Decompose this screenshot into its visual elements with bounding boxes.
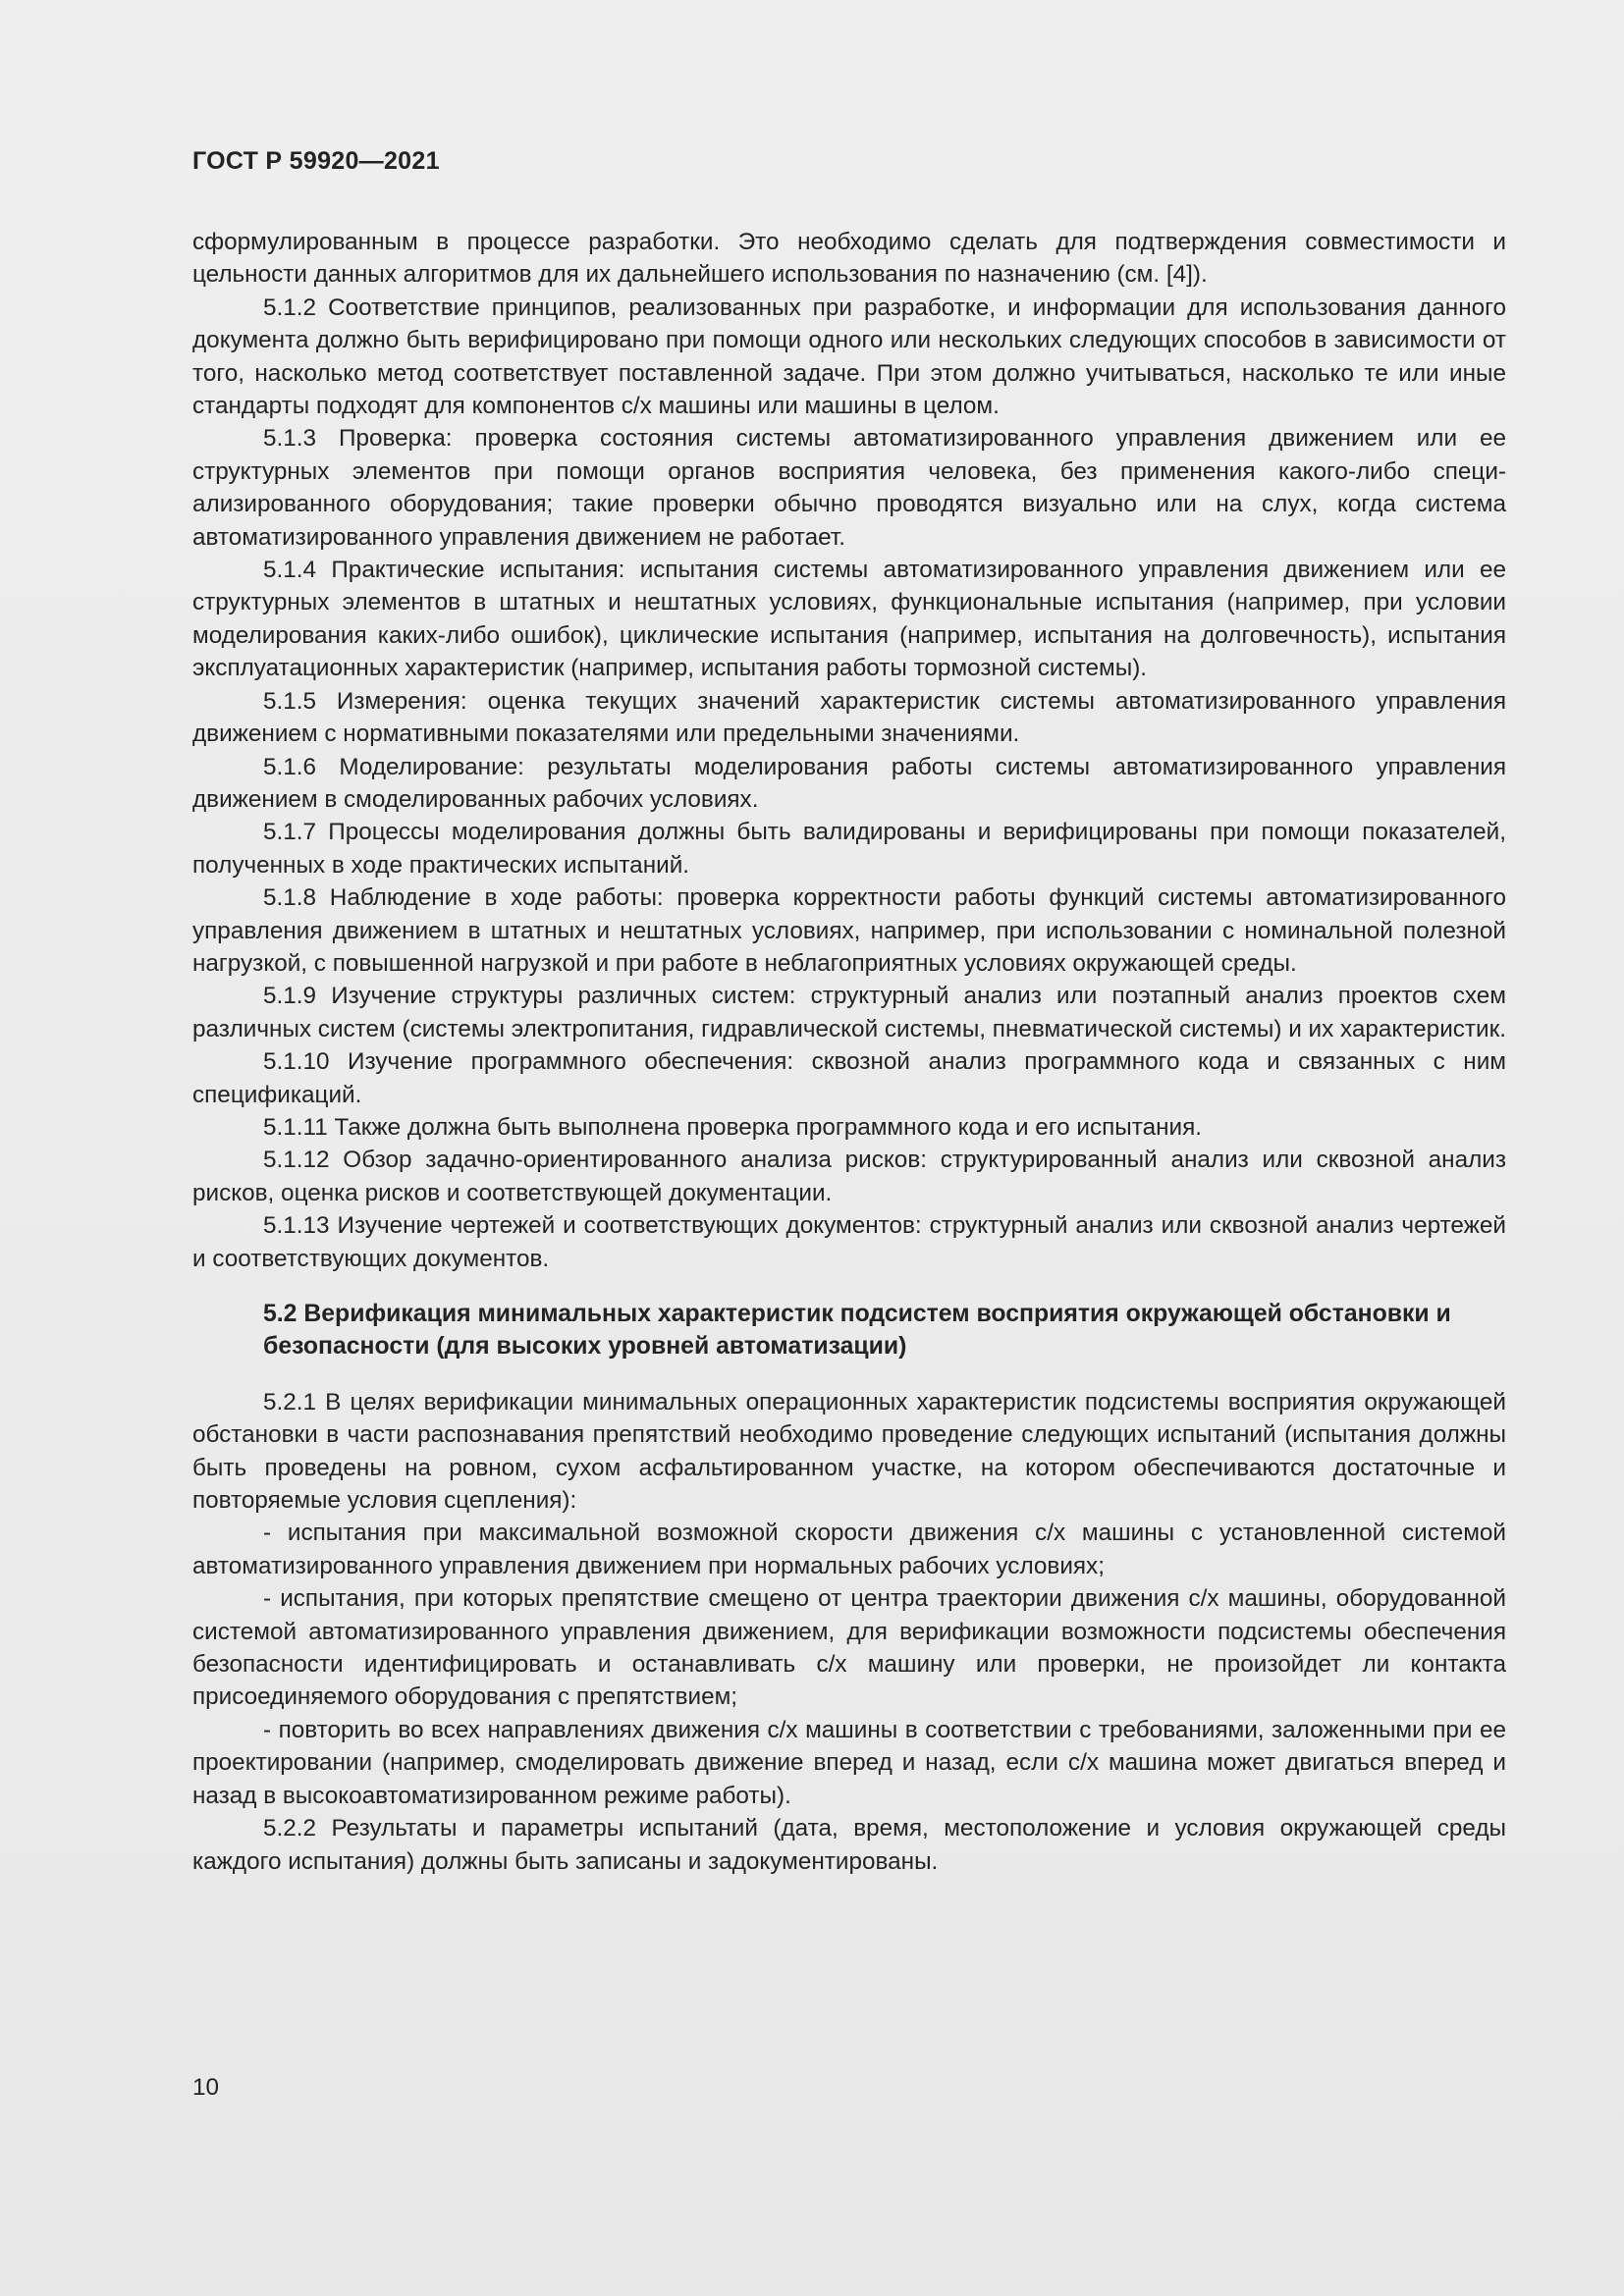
page-number: 10 (192, 2074, 220, 2101)
clause-5-1-9: 5.1.9 Изучение структуры различных систем: структурный анализ или поэтапный анализ проектов схем различных систем (системы электропитания, гидравлической системы, пневматической системы) и их характеристик. (192, 983, 1507, 1042)
clause-5-1-2: 5.1.2 Соответствие принципов, реализованных при разработке, и информации для использования данного документа должно быть верифицировано при помощи одного или нескольких следующих способов в зависимости от того, насколько метод соответствует поставленной задаче. При этом должно учитываться, насколько те или иные стандарты подходят для компонентов с/х машины или машины в целом. (192, 294, 1506, 420)
document-body (192, 226, 1506, 1878)
clause-5-1-7: 5.1.7 Процессы моделирования должны быть валидированы и верифицированы при помощи показателей, полученных в ходе практических испытаний. (192, 819, 1506, 879)
standard-code-header: ГОСТ Р 59920—2021 (192, 147, 440, 175)
clause-5-1-6: 5.1.6 Моделирование: результаты моделирования работы системы автоматизированного управления движением в смоделированных рабочих условиях. (192, 753, 1506, 813)
clause-5-1-13: 5.1.13 Изучение чертежей и соответствующих документов: структурный анализ или сквозной анализ чертежей и соответствующих документов. (192, 1212, 1506, 1272)
clause-5-1-8: 5.1.8 Наблюдение в ходе работы: проверка корректности работы функций системы автоматизированного управления движением в штатных и нештатных условиях, например, при использовании с номинальной полезной нагрузкой, с повышенной нагрузкой и при работе в неблагоприятных условиях окружающей среды. (192, 884, 1506, 977)
list-item-offset-obstacle: - испытания, при которых препятствие смещено от центра траектории движения с/х машины, оборудованной системой автоматизированного управления движением, для верификации возможности подсистемы обеспечения безопасности идентифицировать и останавливать с/х машину или проверки, не произойдет ли контакта присоединяемого оборудования с препятствием; (192, 1585, 1506, 1711)
clause-5-1-5: 5.1.5 Измерения: оценка текущих значений характеристик системы автоматизированного управления движением с нормативными показателями или предельными значениями. (192, 687, 1506, 748)
continuation-paragraph: сформулированным в процессе разработки. Это необходимо сделать для подтверждения совместимости и цельности данных алгоритмов для их дальнейшего использования по назначению (см. [4]). (192, 229, 1506, 289)
list-item-max-speed: - испытания при максимальной возможной скорости движения с/х машины с установленной системой автоматизированного управления движением при нормальных рабочих условиях; (192, 1520, 1506, 1579)
clause-5-1-11: 5.1.11 Также должна быть выполнена проверка программного кода и его испытания. (263, 1113, 1203, 1141)
clause-5-2-2: 5.2.2 Результаты и параметры испытаний (дата, время, местоположение и условия окружающей среды каждого испытания) должны быть записаны и задокументированы. (192, 1815, 1506, 1875)
clause-5-1-3: 5.1.3 Проверка: проверка состояния системы автоматизированного управления движением или ее структурных элементов при помощи органов восприятия человека, без применения какого-либо специализированного оборудования; такие проверки обычно проводятся визуально или на слух, когда система автоматизированного управления движением не работает. (192, 425, 1506, 551)
clause-5-1-12: 5.1.12 Обзор задачно-ориентированного анализа рисков: структурированный анализ или сквозной анализ рисков, оценка рисков и соответствующей документации. (192, 1147, 1506, 1206)
section-heading-5-2: 5.2 Верификация минимальных характеристик подсистем восприятия окружающей обстановки и безопасности (для высоких уровней автоматизации) (263, 1301, 1451, 1361)
clause-5-1-10: 5.1.10 Изучение программного обеспечения: сквозной анализ программного кода и связанных с ним спецификаций. (192, 1048, 1506, 1108)
clause-5-1-4: 5.1.4 Практические испытания: испытания системы автоматизированного управления движением или ее структурных элементов в штатных и нештатных условиях, функциональные испытания (например, при условии моделирования каких-либо ошибок), циклические испытания (например, испытания на долговечность), испытания эксплуатационных характеристик (например, испытания работы тормозной системы). (192, 557, 1506, 682)
list-item-all-directions: - повторить во всех направлениях движения с/х машины в соответствии с требованиями, заложенными при ее проектировании (например, смоделировать движение вперед и назад, если с/х машина может двигаться вперед и назад в высокоавтоматизированном режиме работы). (192, 1716, 1506, 1809)
clause-5-2-1: 5.2.1 В целях верификации минимальных операционных характеристик подсистемы восприятия окружающей обстановки в части распознавания препятствий необходимо проведение следующих испытаний (испытания должны быть проведены на ровном, сухом асфальтированном участке, на котором обеспечиваются достаточные и повторяемые условия сцепления): (192, 1388, 1506, 1515)
